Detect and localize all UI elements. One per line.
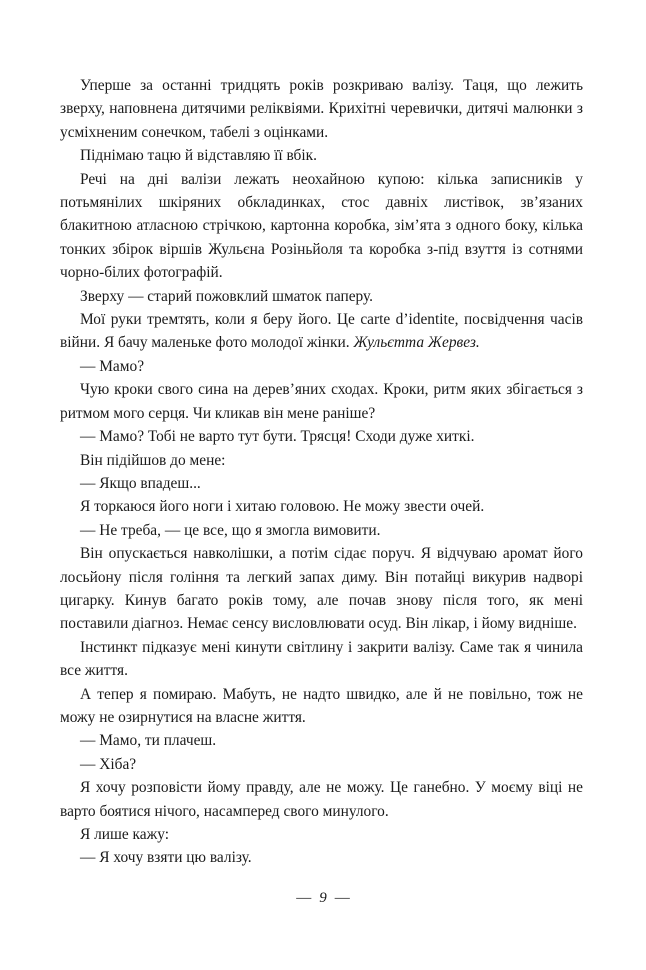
paragraph: Він підійшов до мене: <box>80 451 226 469</box>
paragraph: Зверху — старий пожовклий шматок паперу. <box>80 287 374 305</box>
dialog-line: — Не треба, — це все, що я змогла вимовити. <box>80 521 381 539</box>
dialog-line: — Мамо? <box>80 357 145 375</box>
dialog-line: — Хіба? <box>80 755 137 773</box>
paragraph: Інстинкт підказує мені кинути світлину і закрити валізу. Саме так я чинила все життя. <box>60 638 583 680</box>
italic-name: Жульєтта Жервез. <box>353 334 480 352</box>
paragraph-with-italic <box>60 308 583 355</box>
paragraph: Він опускається навколішки, а потім сідає поруч. Я відчуваю аромат його лосьйону після гоління та легкий запах диму. Він потайці викурив надворі цигарку. Кинув багато років тому, але почав знову після того, як мені поставили діагноз. Немає сенсу висловлювати осуд. Він лікар, і йому видніше. <box>60 545 583 633</box>
folio-dash-right: — <box>334 890 350 906</box>
paragraph: Піднімаю тацю й відставляю її вбік. <box>80 147 317 165</box>
folio-dash-left: — <box>296 890 312 906</box>
dialog-line: — Я хочу взяти цю валізу. <box>80 849 252 867</box>
dialog-line: — Якщо впадеш... <box>80 474 201 492</box>
paragraph: Я торкаюся його ноги і хитаю головою. Не можу звести очей. <box>80 498 485 516</box>
dialog-line: — Мамо? Тобі не варто тут бути. Трясця! Сходи дуже хиткі. <box>80 428 475 446</box>
paragraph: Я лише кажу: <box>80 826 170 843</box>
paragraph: Речі на дні валізи лежать неохайною купою: кілька записників у потьмянілих шкіряних обкладинках, стос давніх листівок, зв’язаних блакитною атласною стрічкою, картонна коробка, зім’ята з одного боку, кілька тонких збірок віршів Жульєна Розіньйоля та коробка з-під взуття із сотнями чорно-білих фотографій. <box>60 170 583 282</box>
paragraph: Чую кроки свого сина на дерев’яних сходах. Кроки, ритм яких збігається з ритмом мого серця. Чи кликав він мене раніше? <box>60 381 583 422</box>
paragraph: А тепер я помираю. Мабуть, не надто швидко, але й не повільно, тож не можу не озирнутися на власне життя. <box>60 685 583 726</box>
paragraph: Я хочу розповісти йому правду, але не можу. Це ганебно. У моєму віці не варто боятися нічого, насамперед свого минулого. <box>60 779 583 820</box>
page-body <box>60 74 583 870</box>
paragraph: Уперше за останні тридцять років розкриваю валізу. Таця, що лежить зверху, наповнена дитячими реліквіями. Крихітні черевички, дитячі малюнки з усміхненим сонечком, табелі з оцінками. <box>60 77 583 141</box>
dialog-line: — Мамо, ти плачеш. <box>80 732 217 750</box>
page-number: 9 <box>319 890 327 906</box>
paragraph-text: Мої руки тремтять, коли я беру його. Це carte d’identite, посвідчення часів війни. Я бачу маленьке фото молодої жінки. <box>60 311 583 352</box>
page-folio <box>0 890 646 907</box>
